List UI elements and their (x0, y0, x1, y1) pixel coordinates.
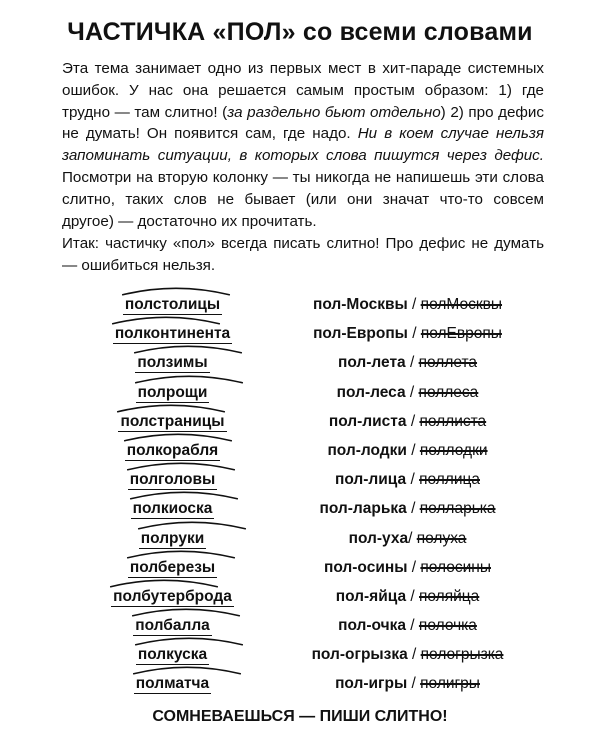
hyphenated-word: пол-осины (323, 558, 408, 576)
table-row (0, 524, 600, 553)
right-word-cell (275, 524, 540, 553)
table-row (0, 436, 600, 465)
solid-spelling-text: ползимы (137, 354, 208, 372)
separator: / (406, 500, 420, 518)
solid-spelling-text: полконтинента (114, 325, 231, 343)
hyphenated-word: пол-огрызка (311, 646, 408, 664)
right-word-cell (275, 319, 540, 348)
table-row (0, 319, 600, 348)
arc-mark-icon (132, 664, 242, 675)
hyphenated-word: пол-лодки (327, 441, 407, 459)
intro-italic-1: за раздельно бьют отдельно (227, 103, 441, 121)
solid-spelling-word (136, 669, 209, 698)
table-row (0, 348, 600, 377)
table-row (0, 465, 600, 494)
wrong-spelling-word: пологрызка (420, 646, 504, 664)
hyphenated-word: пол-лица (334, 471, 407, 489)
intro-paragraph (62, 58, 544, 232)
table-row (0, 582, 600, 611)
arc-mark-icon (129, 489, 239, 500)
arc-mark-icon (121, 285, 231, 296)
arc-mark-icon (111, 314, 221, 325)
separator: / (406, 412, 420, 430)
arc-mark-icon (116, 402, 226, 413)
right-word-cell (275, 407, 540, 436)
wrong-spelling-word: поллодки (419, 441, 488, 459)
arc-mark-icon (126, 548, 236, 559)
wrong-spelling-word: поллета (418, 354, 478, 372)
solid-spelling-text: полрощи (137, 383, 208, 401)
intro-text-2: ) 2) про дефис не думать! Он появится сам, где надо. (62, 103, 544, 143)
wrong-spelling-word: полосины (420, 558, 491, 576)
arc-mark-icon (133, 343, 243, 354)
separator: / (405, 354, 419, 372)
wrong-spelling-word: полЕвропы (420, 325, 502, 343)
solid-spelling-text: полбутерброда (113, 587, 232, 605)
hyphenated-word: пол-очка (338, 617, 406, 635)
conclusion-paragraph: Итак: частичку «пол» всегда писать слитно! Про дефис не думать — ошибиться нельзя. (62, 235, 544, 274)
right-word-cell (275, 290, 540, 319)
solid-spelling-text: полкорабля (126, 441, 219, 459)
separator: / (408, 529, 417, 547)
wrong-spelling-word: полуха (416, 529, 467, 547)
separator: / (406, 617, 419, 635)
right-word-cell (275, 436, 540, 465)
hyphenated-word: пол-ларька (319, 500, 407, 518)
arc-mark-icon (126, 460, 236, 471)
hyphenated-word: пол-Европы (313, 325, 408, 343)
right-word-cell (275, 348, 540, 377)
table-row (0, 553, 600, 582)
table-row (0, 611, 600, 640)
table-row (0, 407, 600, 436)
separator: / (406, 441, 420, 459)
separator: / (406, 587, 419, 605)
separator: / (407, 325, 421, 343)
table-row (0, 640, 600, 669)
separator: / (405, 383, 419, 401)
right-word-cell (275, 494, 540, 523)
table-row (0, 290, 600, 319)
wrong-spelling-word: поляйца (419, 587, 480, 605)
arc-mark-icon (137, 519, 247, 530)
arc-mark-icon (134, 373, 244, 384)
hyphenated-word: пол-лета (337, 354, 406, 372)
separator: / (407, 646, 421, 664)
page-title: ЧАСТИЧКА «ПОЛ» со всеми словами (67, 18, 533, 46)
right-word-cell (275, 582, 540, 611)
hyphenated-word: пол-яйца (335, 587, 407, 605)
hyphenated-word: пол-Москвы (312, 296, 408, 313)
intro-italic-2: Ни в коем случае нельзя запоминать ситуации, в которых слова пишутся через дефис. (62, 125, 544, 165)
solid-spelling-text: полстраницы (120, 412, 225, 430)
table-row (0, 378, 600, 407)
wrong-spelling-word: полочка (418, 617, 477, 635)
separator: / (407, 558, 421, 576)
hyphenated-word: пол-игры (335, 675, 408, 693)
intro-text-1: Эта тема занимает одно из первых мест в хит-параде системных ошибок. У нас она решается самым простым образом: 1) где трудно — там слитно! ( (62, 60, 544, 121)
solid-spelling-text: полкуска (137, 646, 208, 664)
hyphenated-word: пол-леса (336, 383, 406, 401)
wrong-spelling-word: полларька (419, 500, 496, 518)
solid-spelling-text: полкиоска (132, 500, 213, 518)
table-row (0, 494, 600, 523)
solid-spelling-text: полбалла (135, 617, 210, 635)
arc-mark-icon (109, 577, 219, 588)
word-table (0, 290, 600, 699)
arc-mark-icon (131, 606, 241, 617)
separator: / (407, 675, 421, 693)
wrong-spelling-word: поллиста (419, 412, 487, 430)
arc-mark-icon (134, 635, 244, 646)
right-word-cell (275, 611, 540, 640)
wrong-spelling-word: поллица (419, 471, 480, 489)
intro-text-3: Посмотри на вторую колонку — ты никогда не напишешь эти слова слитно, таких слов не бывает (или они значат что-то совсем другое) — достаточно их прочитать. (62, 168, 544, 230)
table-row (0, 669, 600, 698)
right-word-cell (275, 378, 540, 407)
right-word-cell (275, 640, 540, 669)
wrong-spelling-word: поллеса (418, 383, 479, 401)
separator: / (406, 471, 420, 489)
wrong-spelling-word: полМосквы (420, 296, 503, 313)
arc-mark-icon (123, 431, 233, 442)
right-word-cell (275, 553, 540, 582)
solid-spelling-text: полматча (135, 675, 210, 693)
solid-spelling-text: полголовы (129, 471, 216, 489)
left-word-cell (90, 669, 255, 698)
hyphenated-word: пол-уха (348, 529, 409, 547)
solid-spelling-text: полберезы (129, 558, 216, 576)
right-word-cell (275, 465, 540, 494)
solid-spelling-text: полруки (140, 529, 205, 547)
footer-slogan: СОМНЕВАЕШЬСЯ — ПИШИ СЛИТНО! (152, 708, 448, 725)
solid-spelling-text: полстолицы (124, 296, 221, 313)
underline-mark (134, 693, 211, 694)
hyphenated-word: пол-листа (328, 412, 407, 430)
right-word-cell (275, 669, 540, 698)
separator: / (407, 296, 421, 313)
wrong-spelling-word: полигры (420, 675, 480, 693)
